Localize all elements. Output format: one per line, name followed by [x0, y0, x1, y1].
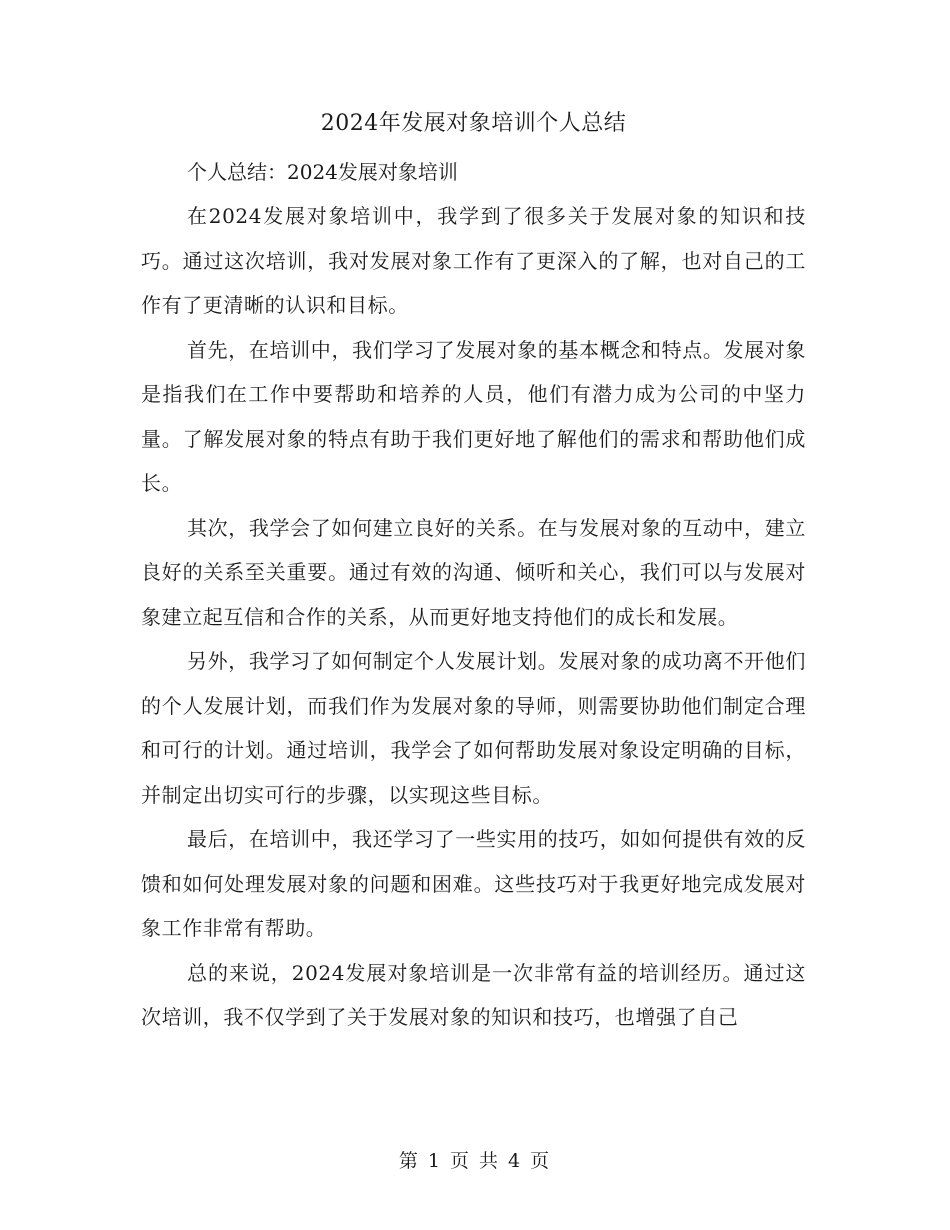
document-subtitle: 个人总结：2024发展对象培训	[187, 160, 458, 184]
paragraph-1: 在2024发展对象培训中，我学到了很多关于发展对象的知识和技巧。通过这次培训，我对发展对象工作有了更深入的了解，也对自己的工作有了更清晰的认识和目标。	[141, 204, 806, 317]
page-number-footer: 第 1 页 共 4 页	[398, 1150, 552, 1172]
paragraph-4: 另外，我学习了如何制定个人发展计划。发展对象的成功离不开他们的个人发展计划，而我们作为发展对象的导师，则需要协助他们制定合理和可行的计划。通过培训，我学会了如何帮助发展对象设定明确的目标，并制定出切实可行的步骤，以实现这些目标。	[141, 649, 806, 807]
paragraph-5: 最后，在培训中，我还学习了一些实用的技巧，如如何提供有效的反馈和如何处理发展对象的问题和困难。这些技巧对于我更好地完成发展对象工作非常有帮助。	[141, 827, 806, 940]
document-body	[141, 104, 806, 1040]
paragraph-3: 其次，我学会了如何建立良好的关系。在与发展对象的互动中，建立良好的关系至关重要。通过有效的沟通、倾听和关心，我们可以与发展对象建立起互信和合作的关系，从而更好地支持他们的成长和发展。	[141, 515, 806, 629]
paragraph-6: 总的来说，2024发展对象培训是一次非常有益的培训经历。通过这次培训，我不仅学到了关于发展对象的知识和技巧，也增强了自己	[141, 960, 806, 1029]
document-title: 2024年发展对象培训个人总结	[320, 111, 627, 136]
paragraph-2: 首先，在培训中，我们学习了发展对象的基本概念和特点。发展对象是指我们在工作中要帮助和培养的人员，他们有潜力成为公司的中坚力量。了解发展对象的特点有助于我们更好地了解他们的需求和帮助他们成长。	[141, 337, 806, 495]
